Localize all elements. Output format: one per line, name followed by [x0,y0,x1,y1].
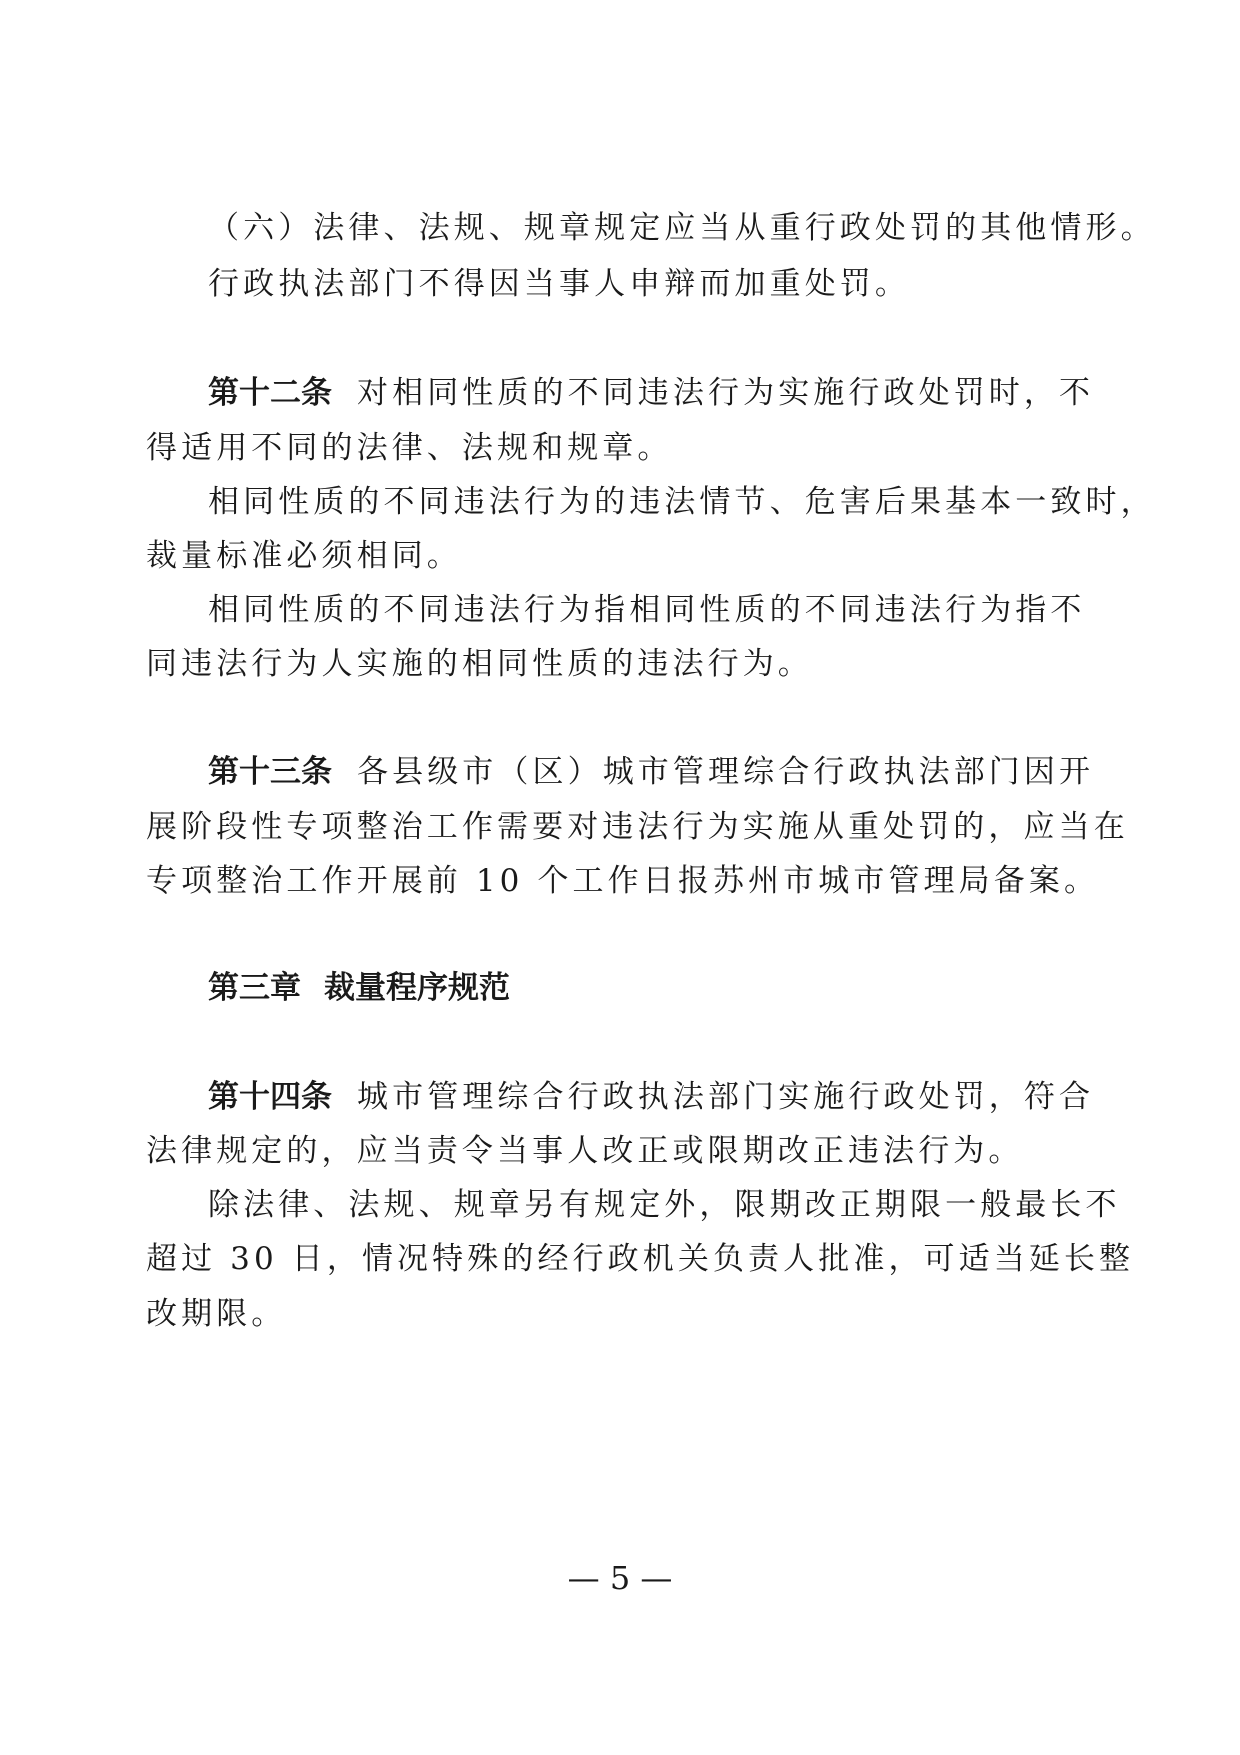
article-14-heading: 第十四条 [208,1079,332,1115]
item-6-line-1: （六）法律、法规、规章规定应当从重行政处罚的其他情形。 [208,210,1156,246]
article-14-line-2: 法律规定的，应当责令当事人改正或限期改正违法行为。 [146,1133,1024,1169]
article-14-para-2-line-1: 除法律、法规、规章另有规定外，限期改正期限一般最长不 [208,1187,1121,1223]
article-14-para-2-line-2: 超过 30 日，情况特殊的经行政机关负责人批准，可适当延长整 [146,1241,1135,1277]
article-12-para-2-line-2: 裁量标准必须相同。 [146,538,462,574]
chapter-3-title: 裁量程序规范 [324,970,510,1006]
article-13-line-3: 专项整治工作开展前 10 个工作日报苏州市城市管理局备案。 [146,863,1100,899]
article-12-line-2: 得适用不同的法律、法规和规章。 [146,430,673,466]
article-14-para-2-line-3: 改期限。 [146,1296,287,1332]
article-13-line-1: 第十三条 各县级市（区）城市管理综合行政执法部门因开 [0,742,1240,802]
item-6-line-2: 行政执法部门不得因当事人申辩而加重处罚。 [208,266,910,302]
article-14-line-1: 第十四条 城市管理综合行政执法部门实施行政处罚，符合 [0,1067,1240,1127]
article-12-line-1: 第十二条 对相同性质的不同违法行为实施行政处罚时，不 [0,363,1240,423]
article-13-line-2: 展阶段性专项整治工作需要对违法行为实施从重处罚的，应当在 [146,809,1129,845]
article-12-para-3-line-1: 相同性质的不同违法行为指相同性质的不同违法行为指不 [208,592,1086,628]
article-13-heading: 第十三条 [208,754,332,790]
article-12-para-2-line-1: 相同性质的不同违法行为的违法情节、危害后果基本一致时， [208,484,1156,520]
chapter-3-heading [0,958,1240,1018]
chapter-3-label: 第三章 [208,970,301,1006]
page-number: — 5 — [567,1559,673,1597]
article-12-para-3-line-2: 同违法行为人实施的相同性质的违法行为。 [146,646,813,682]
article-12-heading: 第十二条 [208,375,332,411]
